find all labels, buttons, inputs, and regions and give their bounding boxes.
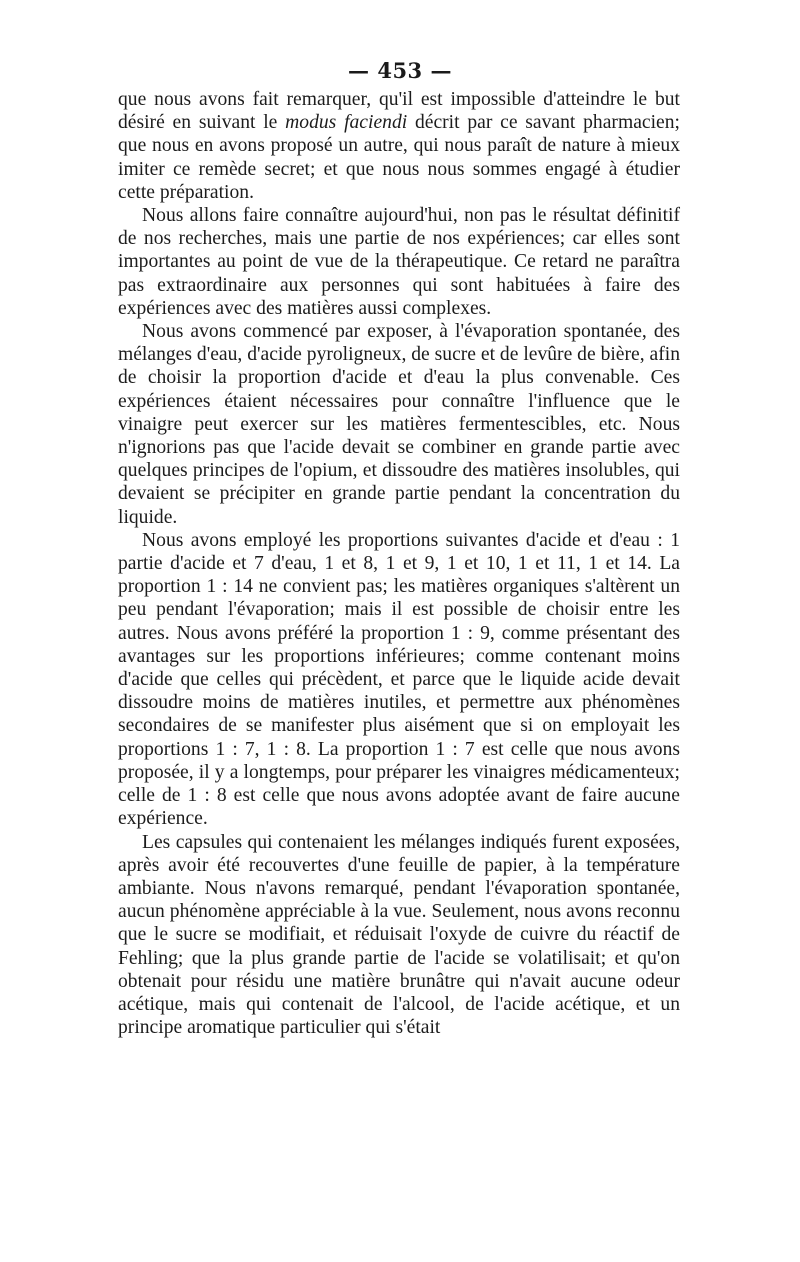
paragraph-2: Nous allons faire connaître aujourd'hui, non pas le résultat définitif de nos recherches, mais une partie de nos expériences; car elles sont importantes au point de vue de la thérapeutique. Ce retard ne paraîtra pas extraordinaire aux personnes qui sont habituées à faire des expériences avec des matières aussi complexes. (118, 205, 680, 319)
paragraph-3: Nous avons commencé par exposer, à l'évaporation spontanée, des mélanges d'eau, d'acide pyroligneux, de sucre et de levûre de bière, afin de choisir la proportion d'acide et d'eau la plus convenable. Ces expériences étaient nécessaires pour connaître l'influence que le vinaigre peut exercer sur les matières fermentescibles, etc. Nous n'ignorions pas que l'acide devait se combiner en grande partie avec quelques principes de l'opium, et dissoudre des matières insolubles, qui devaient se précipiter en grande partie pendant la concentration du liquide. (118, 321, 680, 528)
italic-term-modus-faciendi: modus faciendi (285, 112, 408, 134)
paragraph-1-text-b: décrit par ce savant pharmacien; que nous en avons proposé un autre, qui nous paraît de nature à mieux imiter ce remède secret; et que nous nous sommes engagé à étudier cette préparation. (118, 112, 680, 203)
paragraph-1-text-a: que nous avons fait remarquer, qu'il est impossible d'atteindre le but désiré en suivant le (118, 89, 680, 134)
paragraph-5: Les capsules qui contenaient les mélanges indiqués furent exposées, après avoir été recouvertes d'une feuille de papier, à la température ambiante. Nous n'avons remarqué, pendant l'évaporation spontanée, aucun phénomène appréciable à la vue. Seulement, nous avons reconnu que le sucre se modifiait, et réduisait l'oxyde de cuivre du réactif de Fehling; que la plus grande partie de l'acide se volatilisait; et qu'on obtenait pour résidu une matière brunâtre qui n'avait aucune odeur acétique, mais qui contenait de l'alcool, de l'acide acétique, et un principe aromatique particulier qui s'était (118, 831, 680, 1039)
page-number: — 453 — (348, 58, 452, 83)
paragraph-1 (118, 88, 680, 204)
body-text (118, 88, 680, 1039)
paragraph-4: Nous avons employé les proportions suivantes d'acide et d'eau : 1 partie d'acide et 7 d'eau, 1 et 8, 1 et 9, 1 et 10, 1 et 11, 1 et 14. La proportion 1 : 14 ne convient pas; les matières organiques s'altèrent un peu pendant l'évaporation; mais il est possible de choisir entre les autres. Nous avons préféré la proportion 1 : 9, comme présentant des avantages sur les proportions inférieures; comme contenant moins d'acide que celles qui précèdent, et parce que le liquide acide devait dissoudre moins de matières inutiles, et permettre aux phénomènes secondaires de se manifester plus aisément que si on employait les proportions 1 : 7, 1 : 8. La proportion 1 : 7 est celle que nous avons proposée, il y a longtemps, pour préparer les vinaigres médicamenteux; celle de 1 : 8 est celle que nous avons adoptée avant de faire aucune expérience. (118, 529, 680, 830)
